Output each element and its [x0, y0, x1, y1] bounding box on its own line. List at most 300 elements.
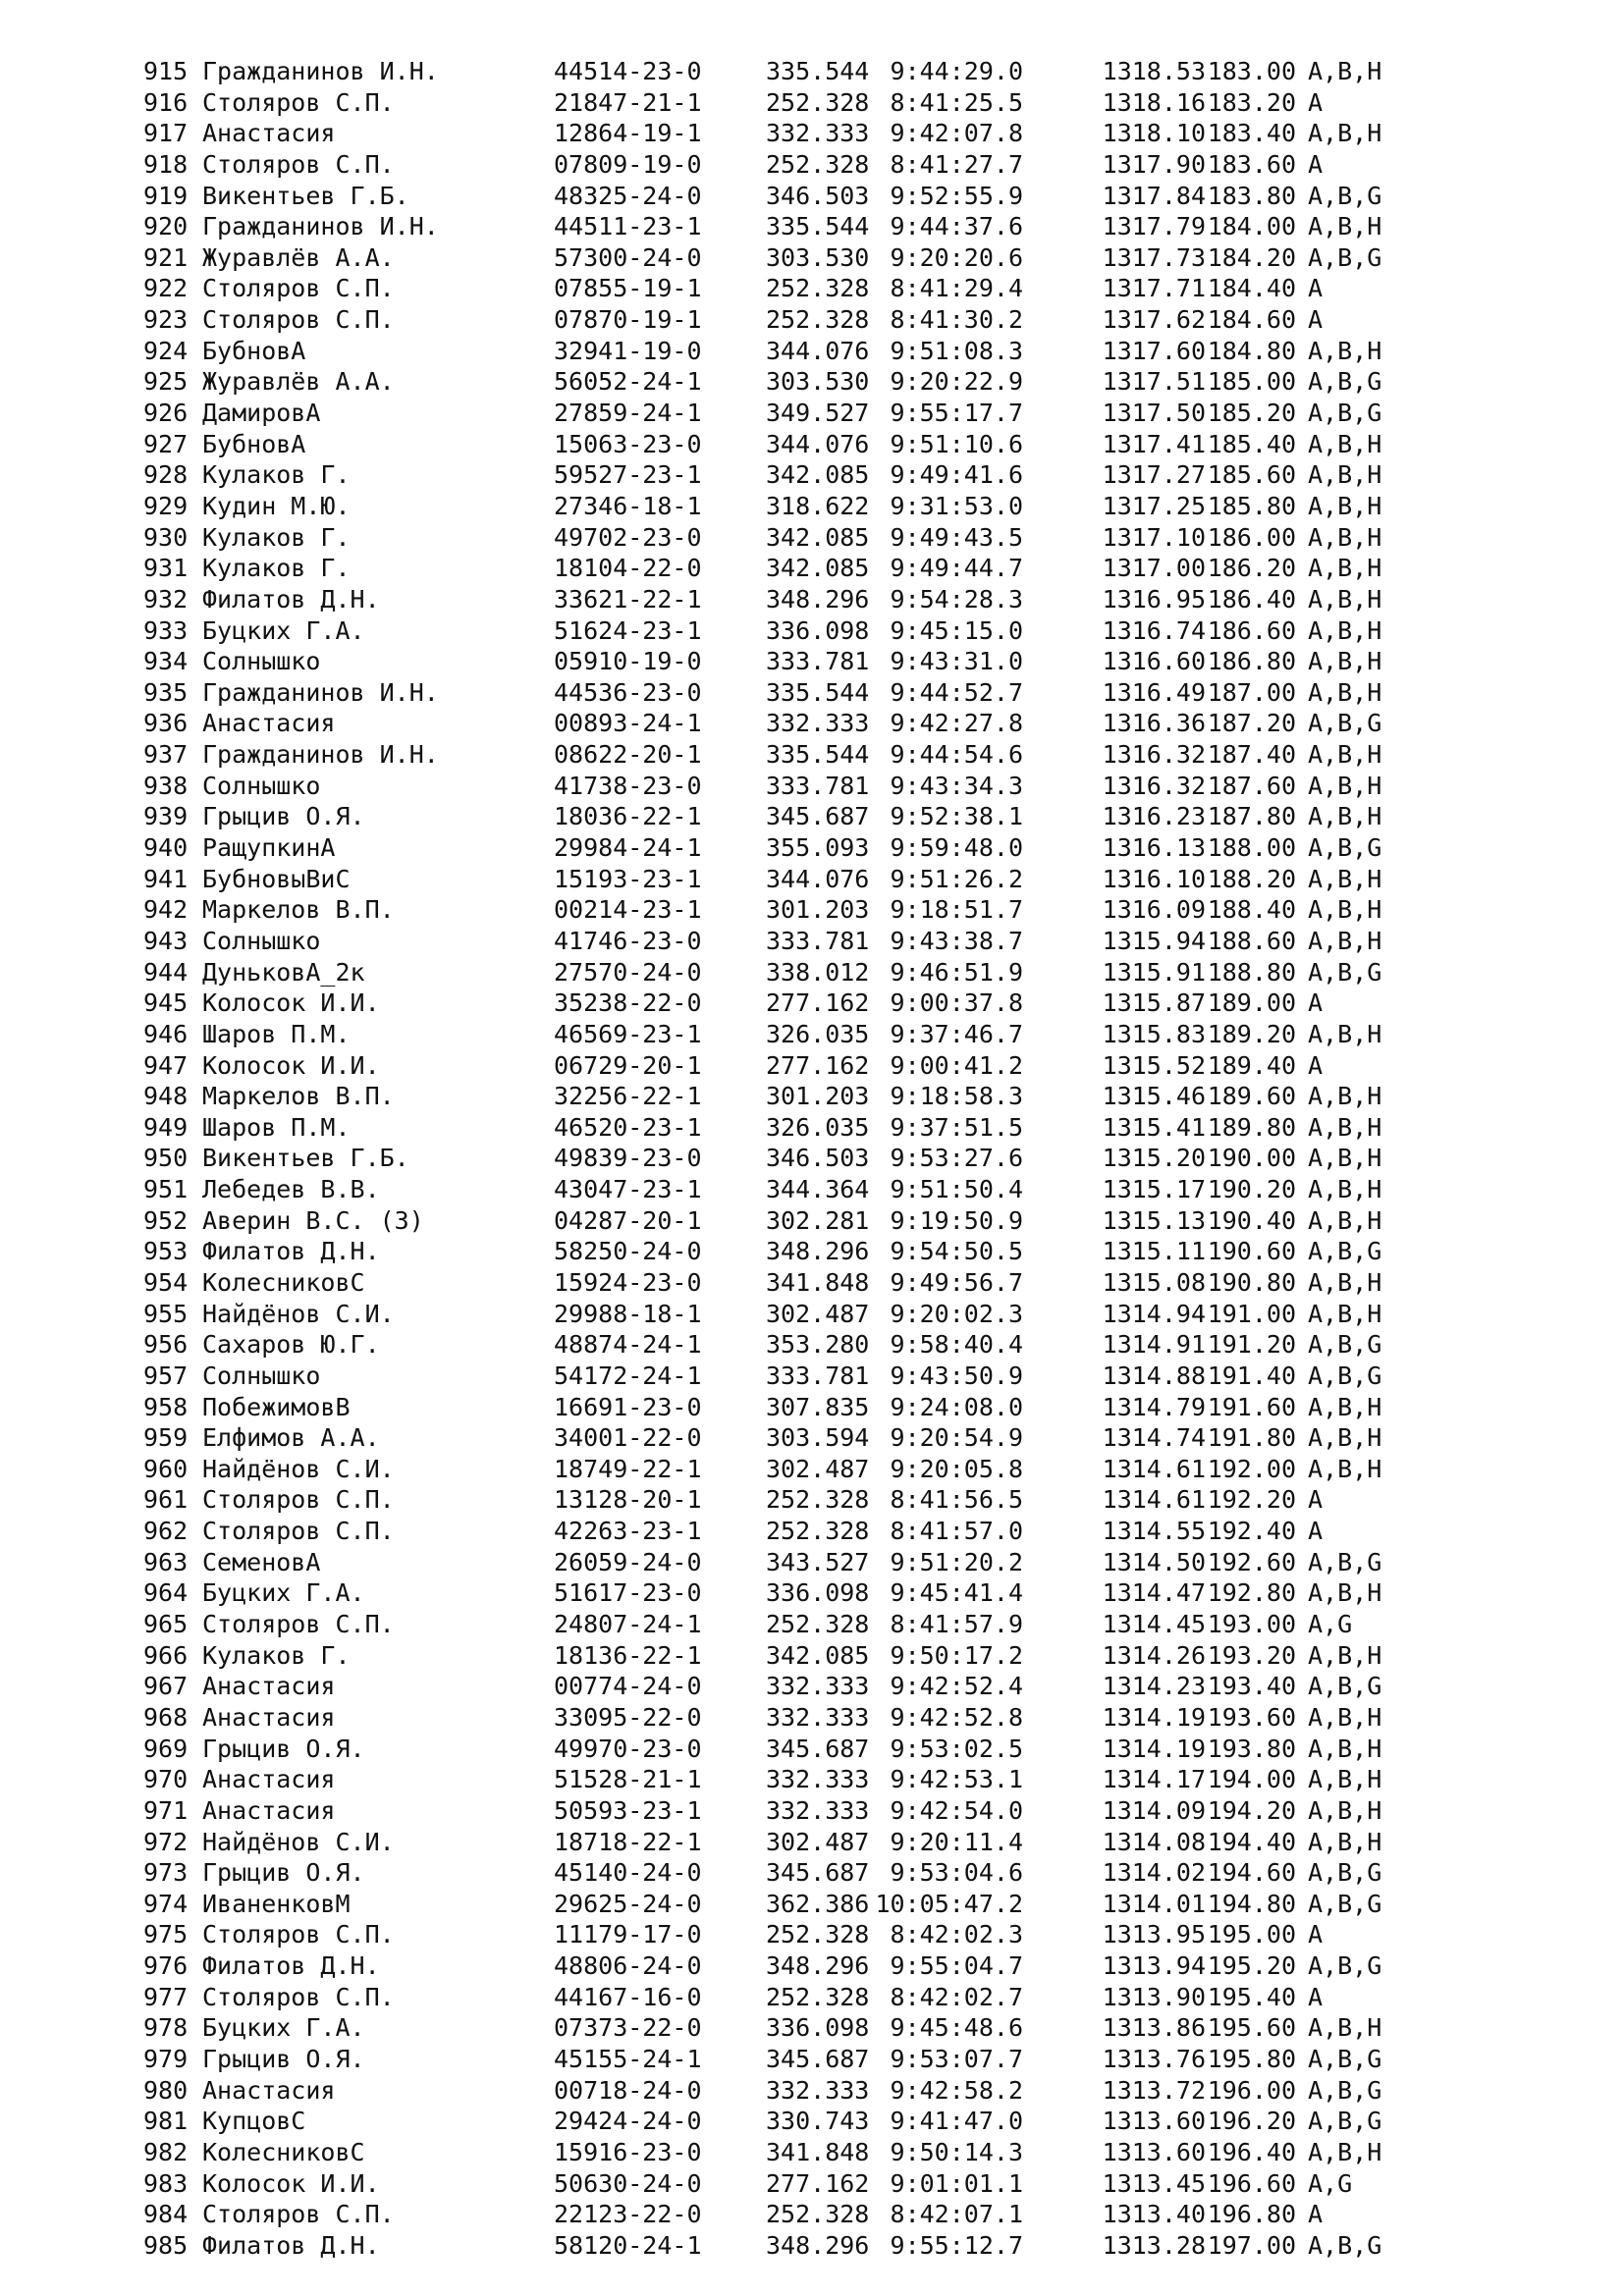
fancier-name: Кулаков Г. — [202, 522, 351, 552]
table-row — [143, 1609, 1381, 1640]
arrival-time: 9:19:50.9 — [890, 1205, 1023, 1235]
fancier-name: БубновА — [202, 429, 306, 458]
ring-number: 56052-24-1 — [554, 367, 702, 397]
ring-number: 18718-22-1 — [554, 1827, 702, 1856]
fancier-name: Елфимов А.А. — [202, 1423, 380, 1453]
coefficient: 183.60 — [1207, 149, 1296, 179]
coefficient: 186.40 — [1207, 584, 1296, 614]
speed: 1315.94 — [1102, 926, 1206, 955]
coefficient: 190.80 — [1207, 1267, 1296, 1297]
fancier-name: Грыцив О.Я. — [202, 802, 365, 831]
ring-number: 00774-24-0 — [554, 1672, 702, 1701]
arrival-time: 9:51:26.2 — [890, 864, 1023, 893]
arrival-time: 8:41:27.7 — [890, 149, 1023, 179]
coefficient: 193.80 — [1207, 1734, 1296, 1763]
ring-number: 00214-23-1 — [554, 895, 702, 925]
competition-flags: A,B,H — [1308, 119, 1382, 148]
speed: 1315.41 — [1102, 1112, 1206, 1142]
competition-flags: A — [1308, 87, 1324, 117]
distance: 346.503 — [766, 181, 870, 210]
table-row — [143, 1640, 1381, 1672]
coefficient: 192.00 — [1207, 1454, 1296, 1483]
arrival-time: 9:42:52.8 — [890, 1702, 1023, 1732]
distance: 344.364 — [766, 1175, 870, 1204]
coefficient: 192.80 — [1207, 1578, 1296, 1608]
table-row — [143, 2230, 1381, 2262]
coefficient: 187.40 — [1207, 740, 1296, 770]
speed: 1314.23 — [1102, 1672, 1206, 1701]
results-table — [143, 56, 1381, 2261]
fancier-name: Филатов Д.Н. — [202, 1951, 380, 1981]
distance: 332.333 — [766, 1672, 870, 1701]
place-number: 981 — [143, 2107, 189, 2136]
coefficient: 189.00 — [1207, 988, 1296, 1018]
table-row — [143, 1734, 1381, 1765]
table-row — [143, 615, 1381, 647]
table-row — [143, 2075, 1381, 2107]
ring-number: 46569-23-1 — [554, 1019, 702, 1048]
competition-flags: A,B,G — [1308, 833, 1382, 863]
arrival-time: 10:05:47.2 — [875, 1889, 1023, 1918]
fancier-name: Солнышко — [202, 926, 321, 955]
ring-number: 32941-19-0 — [554, 336, 702, 365]
competition-flags: A,B,G — [1308, 1237, 1382, 1266]
arrival-time: 8:42:02.7 — [890, 1982, 1023, 2011]
coefficient: 185.80 — [1207, 491, 1296, 520]
ring-number: 07809-19-0 — [554, 149, 702, 179]
speed: 1317.79 — [1102, 212, 1206, 241]
competition-flags: A,B,G — [1308, 367, 1382, 397]
speed: 1317.73 — [1102, 242, 1206, 272]
place-number: 915 — [143, 57, 189, 85]
competition-flags: A,B,G — [1308, 242, 1382, 272]
arrival-time: 9:31:53.0 — [890, 491, 1023, 520]
fancier-name: Столяров С.П. — [202, 1517, 395, 1546]
distance: 345.687 — [766, 1734, 870, 1763]
distance: 345.687 — [766, 802, 870, 831]
arrival-time: 9:53:02.5 — [890, 1734, 1023, 1763]
fancier-name: Кудин М.Ю. — [202, 491, 351, 520]
fancier-name: Викентьев Г.Б. — [202, 1144, 409, 1173]
place-number: 972 — [143, 1827, 189, 1856]
arrival-time: 9:37:51.5 — [890, 1112, 1023, 1142]
ring-number: 18036-22-1 — [554, 802, 702, 831]
arrival-time: 9:43:38.7 — [890, 926, 1023, 955]
distance: 301.203 — [766, 1082, 870, 1111]
speed: 1314.19 — [1102, 1702, 1206, 1732]
coefficient: 196.00 — [1207, 2075, 1296, 2105]
distance: 326.035 — [766, 1019, 870, 1048]
competition-flags: A,B,G — [1308, 1858, 1382, 1888]
distance: 336.098 — [766, 2013, 870, 2043]
coefficient: 194.00 — [1207, 1765, 1296, 1794]
distance: 333.781 — [766, 647, 870, 676]
ring-number: 04287-20-1 — [554, 1205, 702, 1235]
competition-flags: A,B,H — [1308, 1734, 1382, 1763]
coefficient: 188.40 — [1207, 895, 1296, 925]
place-number: 960 — [143, 1454, 189, 1483]
coefficient: 194.40 — [1207, 1827, 1296, 1856]
fancier-name: Гражданинов И.Н. — [202, 212, 439, 241]
distance: 252.328 — [766, 2200, 870, 2229]
fancier-name: Анастасия — [202, 1702, 336, 1732]
place-number: 983 — [143, 2168, 189, 2198]
place-number: 923 — [143, 305, 189, 335]
speed: 1316.32 — [1102, 740, 1206, 770]
fancier-name: Аверин В.С. (З) — [202, 1205, 424, 1235]
ring-number: 51617-23-0 — [554, 1578, 702, 1608]
place-number: 973 — [143, 1858, 189, 1888]
distance: 252.328 — [766, 149, 870, 179]
fancier-name: ДамировА — [202, 399, 321, 428]
coefficient: 186.20 — [1207, 554, 1296, 583]
arrival-time: 9:52:55.9 — [890, 181, 1023, 210]
speed: 1313.60 — [1102, 2107, 1206, 2136]
place-number: 950 — [143, 1144, 189, 1173]
competition-flags: A,B,H — [1308, 2013, 1382, 2043]
arrival-time: 9:43:50.9 — [890, 1361, 1023, 1390]
table-row — [143, 522, 1381, 554]
distance: 277.162 — [766, 2168, 870, 2198]
distance: 326.035 — [766, 1112, 870, 1142]
fancier-name: Анастасия — [202, 119, 336, 148]
arrival-time: 8:42:02.3 — [890, 1920, 1023, 1949]
speed: 1313.40 — [1102, 2200, 1206, 2229]
ring-number: 24807-24-1 — [554, 1610, 702, 1639]
fancier-name: Столяров С.П. — [202, 2200, 395, 2229]
coefficient: 193.00 — [1207, 1610, 1296, 1639]
coefficient: 196.80 — [1207, 2200, 1296, 2229]
ring-number: 18136-22-1 — [554, 1640, 702, 1670]
ring-number: 32256-22-1 — [554, 1082, 702, 1111]
coefficient: 194.80 — [1207, 1889, 1296, 1918]
ring-number: 59527-23-1 — [554, 460, 702, 490]
fancier-name: Гражданинов И.Н. — [202, 677, 439, 707]
table-row — [143, 584, 1381, 615]
table-row — [143, 336, 1381, 367]
ring-number: 57300-24-0 — [554, 242, 702, 272]
speed: 1314.02 — [1102, 1858, 1206, 1888]
competition-flags: A,B,H — [1308, 460, 1382, 490]
competition-flags: A,B,H — [1308, 1144, 1382, 1173]
speed: 1315.11 — [1102, 1237, 1206, 1266]
coefficient: 184.80 — [1207, 336, 1296, 365]
coefficient: 185.00 — [1207, 367, 1296, 397]
table-row — [143, 366, 1381, 398]
arrival-time: 9:51:08.3 — [890, 336, 1023, 365]
competition-flags: A,B,G — [1308, 1330, 1382, 1360]
arrival-time: 9:43:31.0 — [890, 647, 1023, 676]
arrival-time: 9:20:22.9 — [890, 367, 1023, 397]
coefficient: 185.60 — [1207, 460, 1296, 490]
fancier-name: Грыцив О.Я. — [202, 1858, 365, 1888]
coefficient: 184.40 — [1207, 274, 1296, 303]
coefficient: 190.20 — [1207, 1175, 1296, 1204]
speed: 1316.95 — [1102, 584, 1206, 614]
competition-flags: A,B,H — [1308, 212, 1382, 241]
ring-number: 27346-18-1 — [554, 491, 702, 520]
ring-number: 07373-22-0 — [554, 2013, 702, 2043]
table-row — [143, 708, 1381, 739]
coefficient: 183.80 — [1207, 181, 1296, 210]
table-row — [143, 1361, 1381, 1392]
ring-number: 18104-22-0 — [554, 554, 702, 583]
competition-flags: A,B,H — [1308, 2137, 1382, 2166]
fancier-name: Буцких Г.А. — [202, 1578, 365, 1608]
arrival-time: 9:24:08.0 — [890, 1392, 1023, 1421]
distance: 344.076 — [766, 429, 870, 458]
ring-number: 49839-23-0 — [554, 1144, 702, 1173]
ring-number: 21847-21-1 — [554, 87, 702, 117]
place-number: 968 — [143, 1702, 189, 1732]
fancier-name: Столяров С.П. — [202, 1920, 395, 1949]
fancier-name: ИваненковМ — [202, 1889, 351, 1918]
table-row — [143, 677, 1381, 709]
place-number: 934 — [143, 647, 189, 676]
fancier-name: ДуньковА_2к — [202, 957, 365, 987]
speed: 1316.60 — [1102, 647, 1206, 676]
fancier-name: Гражданинов И.Н. — [202, 57, 439, 85]
distance: 332.333 — [766, 1765, 870, 1794]
fancier-name: Колосок И.И. — [202, 2168, 380, 2198]
place-number: 959 — [143, 1423, 189, 1453]
fancier-name: Столяров С.П. — [202, 1982, 395, 2011]
fancier-name: Столяров С.П. — [202, 274, 395, 303]
distance: 335.544 — [766, 212, 870, 241]
fancier-name: Столяров С.П. — [202, 1610, 395, 1639]
competition-flags: A,B,H — [1308, 740, 1382, 770]
arrival-time: 9:20:05.8 — [890, 1454, 1023, 1483]
ring-number: 45140-24-0 — [554, 1858, 702, 1888]
coefficient: 187.00 — [1207, 677, 1296, 707]
competition-flags: A,B,H — [1308, 1112, 1382, 1142]
competition-flags: A,B,H — [1308, 1702, 1382, 1732]
place-number: 932 — [143, 584, 189, 614]
ring-number: 45155-24-1 — [554, 2045, 702, 2073]
coefficient: 185.40 — [1207, 429, 1296, 458]
place-number: 949 — [143, 1112, 189, 1142]
coefficient: 192.20 — [1207, 1485, 1296, 1515]
coefficient: 193.40 — [1207, 1672, 1296, 1701]
competition-flags: A — [1308, 274, 1324, 303]
competition-flags: A,B,H — [1308, 1795, 1382, 1825]
fancier-name: КупцовС — [202, 2107, 306, 2136]
speed: 1315.08 — [1102, 1267, 1206, 1297]
table-row — [143, 56, 1381, 87]
place-number: 977 — [143, 1982, 189, 2011]
distance: 341.848 — [766, 1267, 870, 1297]
place-number: 930 — [143, 522, 189, 552]
ring-number: 07870-19-1 — [554, 305, 702, 335]
arrival-time: 9:49:41.6 — [890, 460, 1023, 490]
arrival-time: 9:51:20.2 — [890, 1547, 1023, 1576]
fancier-name: Грыцив О.Я. — [202, 2045, 365, 2073]
speed: 1317.90 — [1102, 149, 1206, 179]
competition-flags: A,B,H — [1308, 491, 1382, 520]
distance: 303.530 — [766, 242, 870, 272]
coefficient: 188.00 — [1207, 833, 1296, 863]
fancier-name: Маркелов В.П. — [202, 895, 395, 925]
arrival-time: 9:55:04.7 — [890, 1951, 1023, 1981]
speed: 1317.84 — [1102, 181, 1206, 210]
table-row — [143, 1112, 1381, 1144]
table-row — [143, 1050, 1381, 1082]
ring-number: 58120-24-1 — [554, 2230, 702, 2260]
distance: 353.280 — [766, 1330, 870, 1360]
ring-number: 33095-22-0 — [554, 1702, 702, 1732]
coefficient: 185.20 — [1207, 399, 1296, 428]
place-number: 982 — [143, 2137, 189, 2166]
table-row — [143, 1950, 1381, 1982]
table-row — [143, 864, 1381, 895]
distance: 332.333 — [766, 709, 870, 738]
distance: 348.296 — [766, 584, 870, 614]
ring-number: 15193-23-1 — [554, 864, 702, 893]
arrival-time: 9:59:48.0 — [890, 833, 1023, 863]
place-number: 985 — [143, 2230, 189, 2260]
ring-number: 49970-23-0 — [554, 1734, 702, 1763]
competition-flags: A,B,H — [1308, 1392, 1382, 1421]
ring-number: 27859-24-1 — [554, 399, 702, 428]
table-row — [143, 2168, 1381, 2200]
ring-number: 35238-22-0 — [554, 988, 702, 1018]
ring-number: 26059-24-0 — [554, 1547, 702, 1576]
coefficient: 183.20 — [1207, 87, 1296, 117]
fancier-name: Кулаков Г. — [202, 1640, 351, 1670]
speed: 1314.79 — [1102, 1392, 1206, 1421]
table-row — [143, 1671, 1381, 1702]
ring-number: 44536-23-0 — [554, 677, 702, 707]
coefficient: 192.40 — [1207, 1517, 1296, 1546]
arrival-time: 9:18:58.3 — [890, 1082, 1023, 1111]
speed: 1316.36 — [1102, 709, 1206, 738]
ring-number: 00893-24-1 — [554, 709, 702, 738]
competition-flags: A,B,G — [1308, 181, 1382, 210]
ring-number: 13128-20-1 — [554, 1485, 702, 1515]
fancier-name: Викентьев Г.Б. — [202, 181, 409, 210]
place-number: 937 — [143, 740, 189, 770]
arrival-time: 9:44:54.6 — [890, 740, 1023, 770]
competition-flags: A — [1308, 1920, 1324, 1949]
fancier-name: Солнышко — [202, 647, 321, 676]
table-row — [143, 1919, 1381, 1950]
coefficient: 190.60 — [1207, 1237, 1296, 1266]
speed: 1316.49 — [1102, 677, 1206, 707]
distance: 301.203 — [766, 895, 870, 925]
table-row — [143, 1764, 1381, 1795]
competition-flags: A,B,H — [1308, 1454, 1382, 1483]
place-number: 951 — [143, 1175, 189, 1204]
distance: 336.098 — [766, 1578, 870, 1608]
fancier-name: Сахаров Ю.Г. — [202, 1330, 380, 1360]
table-row — [143, 926, 1381, 957]
coefficient: 191.40 — [1207, 1361, 1296, 1390]
fancier-name: Столяров С.П. — [202, 1485, 395, 1515]
competition-flags: A,B,H — [1308, 1019, 1382, 1048]
place-number: 961 — [143, 1485, 189, 1515]
fancier-name: Столяров С.П. — [202, 87, 395, 117]
fancier-name: Лебедев В.В. — [202, 1175, 380, 1204]
place-number: 962 — [143, 1517, 189, 1546]
speed: 1317.27 — [1102, 460, 1206, 490]
ring-number: 15916-23-0 — [554, 2137, 702, 2166]
table-row — [143, 553, 1381, 584]
table-row — [143, 2199, 1381, 2230]
distance: 303.530 — [766, 367, 870, 397]
arrival-time: 9:51:10.6 — [890, 429, 1023, 458]
fancier-name: Найдёнов С.И. — [202, 1827, 395, 1856]
speed: 1314.61 — [1102, 1454, 1206, 1483]
place-number: 945 — [143, 988, 189, 1018]
arrival-time: 9:53:27.6 — [890, 1144, 1023, 1173]
coefficient: 186.80 — [1207, 647, 1296, 676]
arrival-time: 9:44:29.0 — [890, 57, 1023, 85]
place-number: 971 — [143, 1795, 189, 1825]
arrival-time: 9:52:38.1 — [890, 802, 1023, 831]
coefficient: 186.60 — [1207, 615, 1296, 645]
arrival-time: 9:42:53.1 — [890, 1765, 1023, 1794]
speed: 1313.95 — [1102, 1920, 1206, 1949]
fancier-name: КолесниковС — [202, 2137, 365, 2166]
ring-number: 41738-23-0 — [554, 771, 702, 800]
distance: 335.544 — [766, 57, 870, 85]
speed: 1317.51 — [1102, 367, 1206, 397]
speed: 1316.09 — [1102, 895, 1206, 925]
arrival-time: 9:01:01.1 — [890, 2168, 1023, 2198]
speed: 1313.45 — [1102, 2168, 1206, 2198]
place-number: 954 — [143, 1267, 189, 1297]
place-number: 984 — [143, 2200, 189, 2229]
coefficient: 188.20 — [1207, 864, 1296, 893]
ring-number: 54172-24-1 — [554, 1361, 702, 1390]
place-number: 931 — [143, 554, 189, 583]
place-number: 964 — [143, 1578, 189, 1608]
arrival-time: 9:55:12.7 — [890, 2230, 1023, 2260]
ring-number: 08622-20-1 — [554, 740, 702, 770]
speed: 1313.72 — [1102, 2075, 1206, 2105]
coefficient: 188.60 — [1207, 926, 1296, 955]
competition-flags: A,B,H — [1308, 336, 1382, 365]
coefficient: 187.60 — [1207, 771, 1296, 800]
place-number: 956 — [143, 1330, 189, 1360]
coefficient: 184.00 — [1207, 212, 1296, 241]
fancier-name: Журавлёв А.А. — [202, 242, 395, 272]
coefficient: 193.20 — [1207, 1640, 1296, 1670]
place-number: 943 — [143, 926, 189, 955]
table-row — [143, 988, 1381, 1019]
coefficient: 191.20 — [1207, 1330, 1296, 1360]
ring-number: 51624-23-1 — [554, 615, 702, 645]
arrival-time: 9:42:27.8 — [890, 709, 1023, 738]
arrival-time: 9:49:43.5 — [890, 522, 1023, 552]
speed: 1318.16 — [1102, 87, 1206, 117]
coefficient: 195.20 — [1207, 1951, 1296, 1981]
speed: 1317.62 — [1102, 305, 1206, 335]
place-number: 916 — [143, 87, 189, 117]
place-number: 957 — [143, 1361, 189, 1390]
fancier-name: Кулаков Г. — [202, 460, 351, 490]
competition-flags: A,B,G — [1308, 1889, 1382, 1918]
table-row — [143, 1454, 1381, 1485]
table-row — [143, 242, 1381, 274]
arrival-time: 9:53:07.7 — [890, 2045, 1023, 2073]
competition-flags: A,B,G — [1308, 2045, 1382, 2073]
place-number: 975 — [143, 1920, 189, 1949]
arrival-time: 9:00:37.8 — [890, 988, 1023, 1018]
distance: 307.835 — [766, 1392, 870, 1421]
fancier-name: Анастасия — [202, 1765, 336, 1794]
speed: 1315.52 — [1102, 1050, 1206, 1080]
